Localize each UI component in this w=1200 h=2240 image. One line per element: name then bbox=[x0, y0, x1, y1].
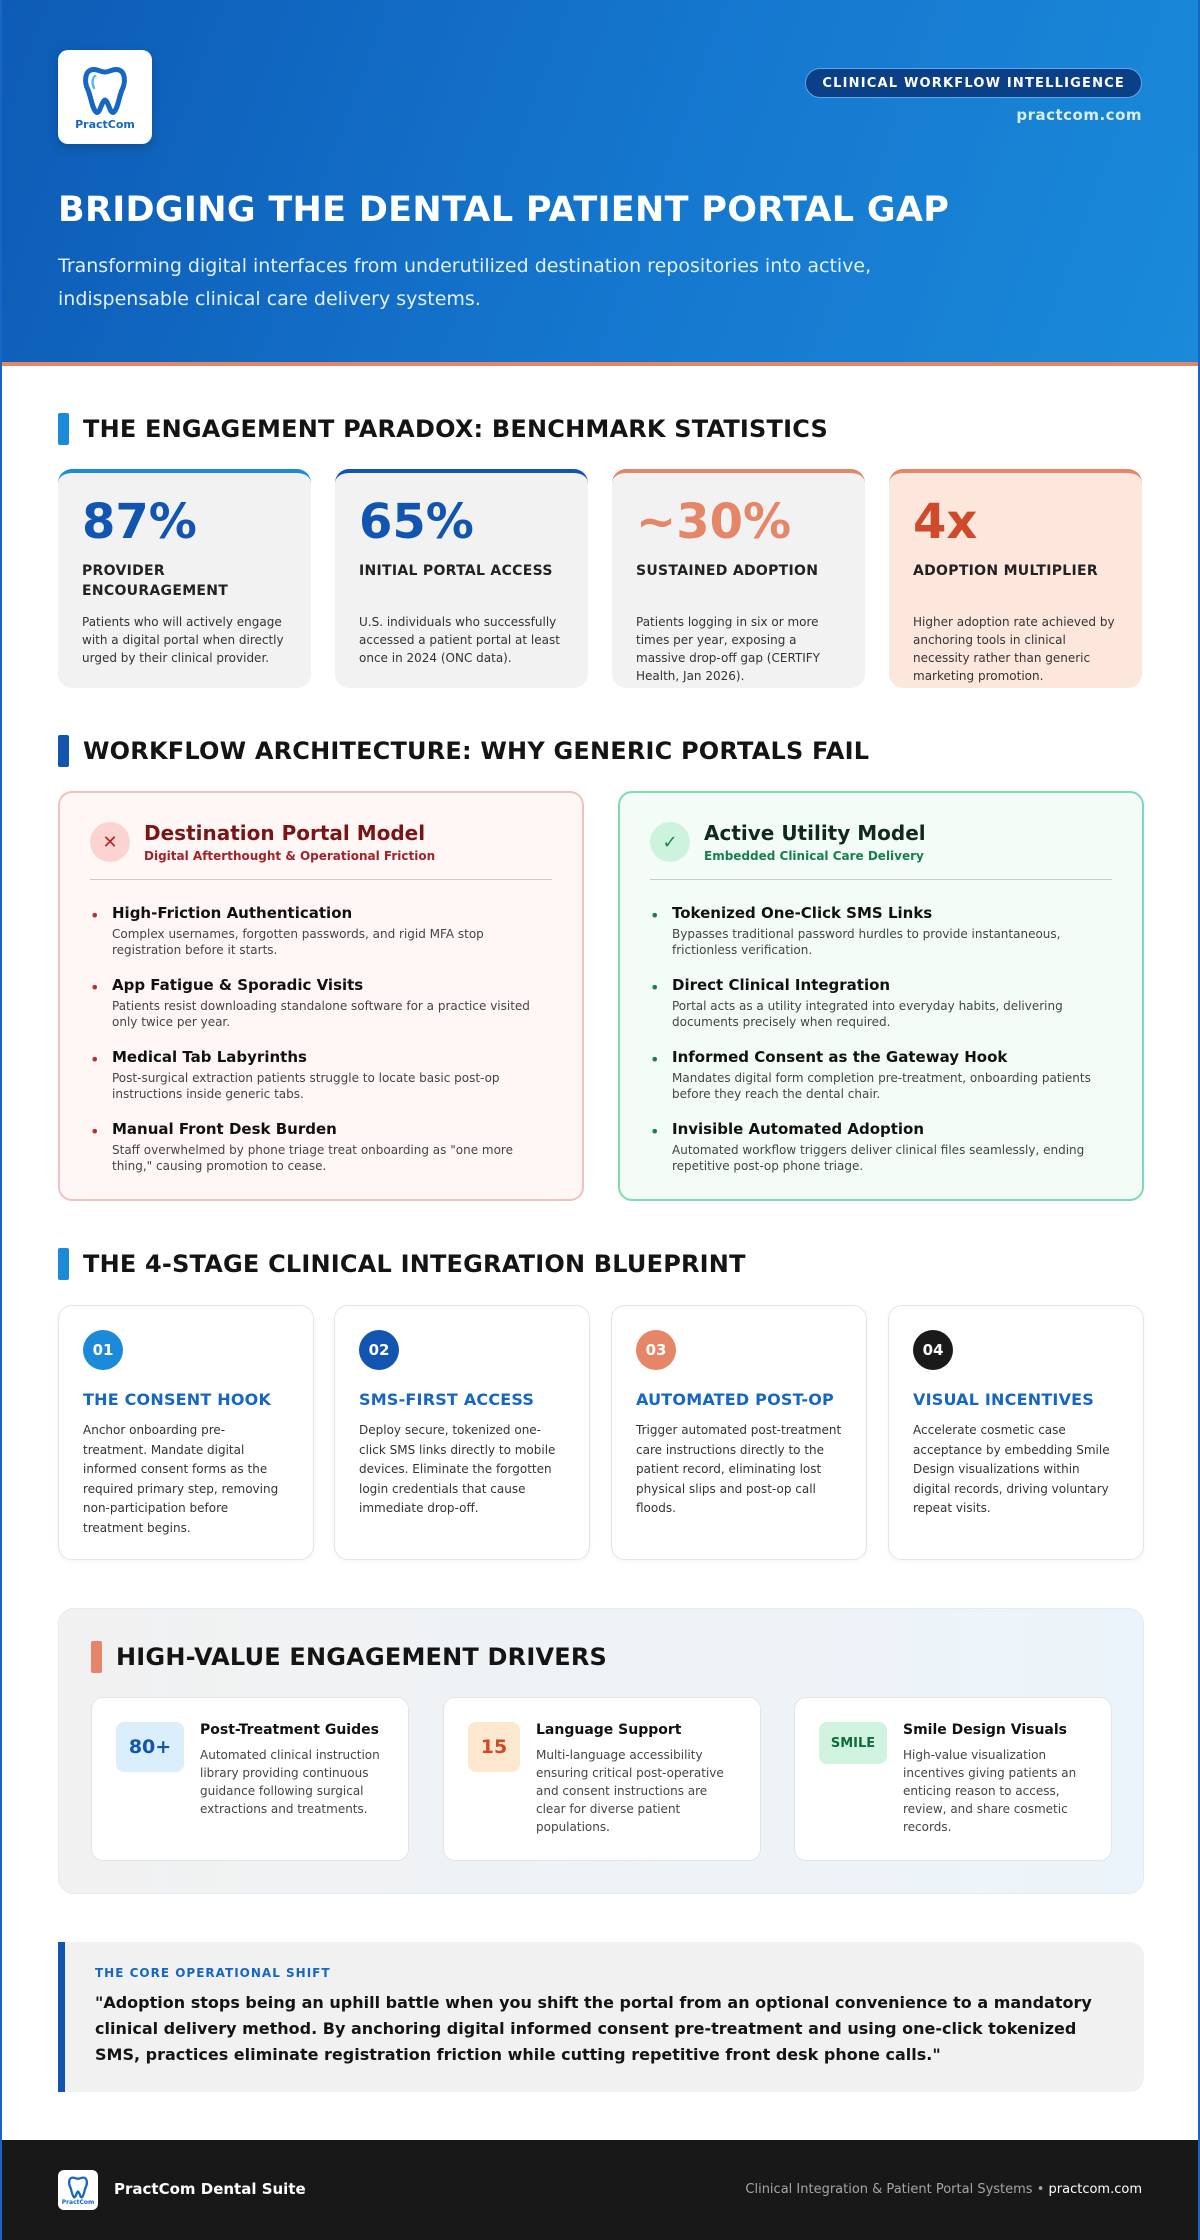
stage-card-sms-first bbox=[334, 1305, 590, 1560]
item-title: Medical Tab Labyrinths bbox=[112, 1048, 307, 1066]
site-link[interactable]: practcom.com bbox=[1016, 106, 1142, 124]
section-title: THE ENGAGEMENT PARADOX: BENCHMARK STATISTICS bbox=[83, 415, 828, 443]
footer-tagline-text: Clinical Integration & Patient Portal Systems • bbox=[745, 2182, 1045, 2197]
stat-value: 65% bbox=[359, 494, 474, 550]
stat-card-initial-access bbox=[335, 469, 588, 688]
stage-number-badge: 03 bbox=[636, 1330, 676, 1370]
stage-card-visual-incentives bbox=[888, 1305, 1144, 1560]
section-title: WORKFLOW ARCHITECTURE: WHY GENERIC PORTALS FAIL bbox=[83, 737, 870, 765]
section-title: HIGH-VALUE ENGAGEMENT DRIVERS bbox=[116, 1643, 608, 1671]
destination-model-card bbox=[58, 791, 584, 1201]
list-item bbox=[90, 976, 552, 1030]
tooth-icon bbox=[67, 2175, 89, 2199]
section-title: THE 4-STAGE CLINICAL INTEGRATION BLUEPRINT bbox=[83, 1250, 746, 1278]
footer-brand: PractCom Dental Suite bbox=[114, 2180, 306, 2198]
model-subtitle: Digital Afterthought & Operational Friction bbox=[144, 849, 436, 863]
logo-text: PractCom bbox=[75, 117, 135, 131]
model-subtitle: Embedded Clinical Care Delivery bbox=[704, 849, 924, 863]
core-shift-quote bbox=[58, 1942, 1144, 2092]
page-subtitle: Transforming digital interfaces from underutilized destination repositories into active, indispensable clinical care delivery systems. bbox=[58, 255, 872, 310]
stage-desc: Trigger automated post-treatment care instructions directly to the patient record, eliminating lost physical slips and post-op call floods. bbox=[636, 1423, 842, 1515]
driver-title: Language Support bbox=[536, 1722, 682, 1738]
stage-title: AUTOMATED POST-OP bbox=[636, 1390, 834, 1409]
driver-desc: High-value visualization incentives giving patients an enticing reason to access, review, and share cosmetic records. bbox=[903, 1748, 1077, 1834]
stage-title: VISUAL INCENTIVES bbox=[913, 1390, 1095, 1409]
stat-desc: Patients logging in six or more times per year, exposing a massive drop-off gap (CERTIFY Health, Jan 2026). bbox=[636, 615, 821, 683]
model-card-header bbox=[650, 821, 1112, 880]
item-desc: Complex usernames, forgotten passwords, and rigid MFA stop registration before it starts. bbox=[112, 927, 484, 957]
footer-logo[interactable] bbox=[58, 2170, 98, 2210]
footer-tagline bbox=[745, 2182, 1142, 2197]
stat-label: ADOPTION MULTIPLIER bbox=[913, 563, 1098, 579]
item-title: High-Friction Authentication bbox=[112, 904, 353, 922]
item-desc: Mandates digital form completion pre-treatment, onboarding patients before they reach the dental chair. bbox=[672, 1071, 1091, 1101]
bullet-icon: • bbox=[650, 1122, 660, 1141]
driver-count-badge: SMILE bbox=[819, 1722, 887, 1764]
list-item bbox=[650, 904, 1112, 958]
stage-number-badge: 01 bbox=[83, 1330, 123, 1370]
stat-label: INITIAL PORTAL ACCESS bbox=[359, 563, 553, 579]
header-banner bbox=[2, 0, 1198, 366]
stat-card-adoption-multiplier bbox=[889, 469, 1142, 688]
list-item bbox=[650, 976, 1112, 1030]
driver-desc: Multi-language accessibility ensuring critical post-operative and consent instructions are clear for diverse patient populations. bbox=[536, 1748, 724, 1834]
stage-title: SMS-FIRST ACCESS bbox=[359, 1390, 535, 1409]
check-icon: ✓ bbox=[650, 822, 690, 862]
driver-card-language bbox=[443, 1697, 761, 1861]
model-list bbox=[650, 904, 1112, 1174]
stage-title: THE CONSENT HOOK bbox=[83, 1390, 272, 1409]
driver-card-smile-design bbox=[794, 1697, 1112, 1861]
item-title: Direct Clinical Integration bbox=[672, 976, 891, 994]
stat-desc: Higher adoption rate achieved by anchoring tools in clinical necessity rather than generic marketing promotion. bbox=[913, 615, 1115, 683]
architecture-heading bbox=[58, 735, 869, 767]
heading-accent-bar bbox=[58, 1248, 69, 1280]
model-title: Destination Portal Model bbox=[144, 821, 426, 845]
bullet-icon: • bbox=[90, 978, 100, 997]
bullet-icon: • bbox=[650, 1050, 660, 1069]
list-item bbox=[90, 904, 552, 958]
category-badge: CLINICAL WORKFLOW INTELLIGENCE bbox=[805, 68, 1142, 98]
item-desc: Bypasses traditional password hurdles to provide instantaneous, frictionless verification. bbox=[672, 927, 1061, 957]
drivers-heading bbox=[91, 1641, 607, 1673]
item-desc: Patients resist downloading standalone software for a practice visited only twice per year. bbox=[112, 999, 530, 1029]
item-title: App Fatigue & Sporadic Visits bbox=[112, 976, 364, 994]
item-title: Manual Front Desk Burden bbox=[112, 1120, 337, 1138]
driver-title: Post-Treatment Guides bbox=[200, 1722, 379, 1738]
stage-card-consent-hook bbox=[58, 1305, 314, 1560]
stat-label: PROVIDER ENCOURAGEMENT bbox=[82, 563, 229, 599]
quote-text: "Adoption stops being an uphill battle when you shift the portal from an optional convenience to a mandatory clinical delivery method. By anchoring digital informed consent pre-treatment and using one-click tokenized SMS, practices eliminate registration friction while cutting repetitive front desk phone calls." bbox=[95, 1993, 1092, 2064]
logo-text: PractCom bbox=[61, 2198, 95, 2206]
driver-count-badge: 15 bbox=[468, 1722, 520, 1772]
stat-card-sustained-adoption bbox=[612, 469, 865, 688]
model-list bbox=[90, 904, 552, 1174]
stage-desc: Deploy secure, tokenized one-click SMS links directly to mobile devices. Eliminate the forgotten login credentials that cause immediate drop-off. bbox=[359, 1423, 556, 1515]
blueprint-heading bbox=[58, 1248, 746, 1280]
driver-card-post-treatment bbox=[91, 1697, 409, 1861]
stat-desc: Patients who will actively engage with a digital portal when directly urged by their clinical provider. bbox=[82, 615, 284, 665]
close-icon: ✕ bbox=[90, 822, 130, 862]
tooth-icon bbox=[81, 64, 129, 116]
list-item bbox=[90, 1048, 552, 1102]
item-desc: Automated workflow triggers deliver clinical files seamlessly, ending repetitive post-op phone triage. bbox=[672, 1143, 1085, 1173]
utility-model-card bbox=[618, 791, 1144, 1201]
heading-accent-bar bbox=[91, 1641, 102, 1673]
heading-accent-bar bbox=[58, 735, 69, 767]
engagement-heading bbox=[58, 413, 828, 445]
item-desc: Staff overwhelmed by phone triage treat onboarding as "one more thing," causing promotion to cease. bbox=[112, 1143, 513, 1173]
bullet-icon: • bbox=[90, 1122, 100, 1141]
item-desc: Post-surgical extraction patients struggle to locate basic post-op instructions inside generic tabs. bbox=[112, 1071, 500, 1101]
item-title: Informed Consent as the Gateway Hook bbox=[672, 1048, 1008, 1066]
stage-number-badge: 04 bbox=[913, 1330, 953, 1370]
stat-card-provider-encouragement bbox=[58, 469, 311, 688]
footer-site-link[interactable]: practcom.com bbox=[1048, 2182, 1142, 2197]
drivers-panel bbox=[58, 1608, 1144, 1894]
driver-title: Smile Design Visuals bbox=[903, 1722, 1068, 1738]
bullet-icon: • bbox=[90, 906, 100, 925]
stat-value: 87% bbox=[82, 494, 197, 550]
item-title: Invisible Automated Adoption bbox=[672, 1120, 925, 1138]
item-title: Tokenized One-Click SMS Links bbox=[672, 904, 933, 922]
quote-label: THE CORE OPERATIONAL SHIFT bbox=[95, 1966, 331, 1980]
bullet-icon: • bbox=[90, 1050, 100, 1069]
item-desc: Portal acts as a utility integrated into everyday habits, delivering documents precisely when required. bbox=[672, 999, 1063, 1029]
bullet-icon: • bbox=[650, 906, 660, 925]
page-title: BRIDGING THE DENTAL PATIENT PORTAL GAP bbox=[58, 190, 950, 230]
stage-desc: Anchor onboarding pre-treatment. Mandate digital informed consent forms as the required primary step, removing non-participation before treatment begins. bbox=[83, 1423, 279, 1535]
stat-value: 4x bbox=[913, 494, 978, 550]
stage-desc: Accelerate cosmetic case acceptance by embedding Smile Design visualizations within digital records, driving voluntary repeat visits. bbox=[913, 1423, 1110, 1515]
driver-count-badge: 80+ bbox=[116, 1722, 184, 1772]
stat-desc: U.S. individuals who successfully accessed a patient portal at least once in 2024 (ONC data). bbox=[359, 615, 560, 665]
footer bbox=[2, 2140, 1198, 2240]
list-item bbox=[90, 1120, 552, 1174]
list-item bbox=[650, 1120, 1112, 1174]
bullet-icon: • bbox=[650, 978, 660, 997]
model-title: Active Utility Model bbox=[704, 821, 926, 845]
driver-desc: Automated clinical instruction library providing continuous guidance following surgical extractions and treatments. bbox=[200, 1748, 380, 1816]
heading-accent-bar bbox=[58, 413, 69, 445]
practcom-logo[interactable] bbox=[58, 50, 152, 144]
stat-value: ~30% bbox=[636, 494, 792, 550]
stat-label: SUSTAINED ADOPTION bbox=[636, 563, 819, 579]
stage-card-automated-post-op bbox=[611, 1305, 867, 1560]
model-card-header bbox=[90, 821, 552, 880]
stage-number-badge: 02 bbox=[359, 1330, 399, 1370]
list-item bbox=[650, 1048, 1112, 1102]
